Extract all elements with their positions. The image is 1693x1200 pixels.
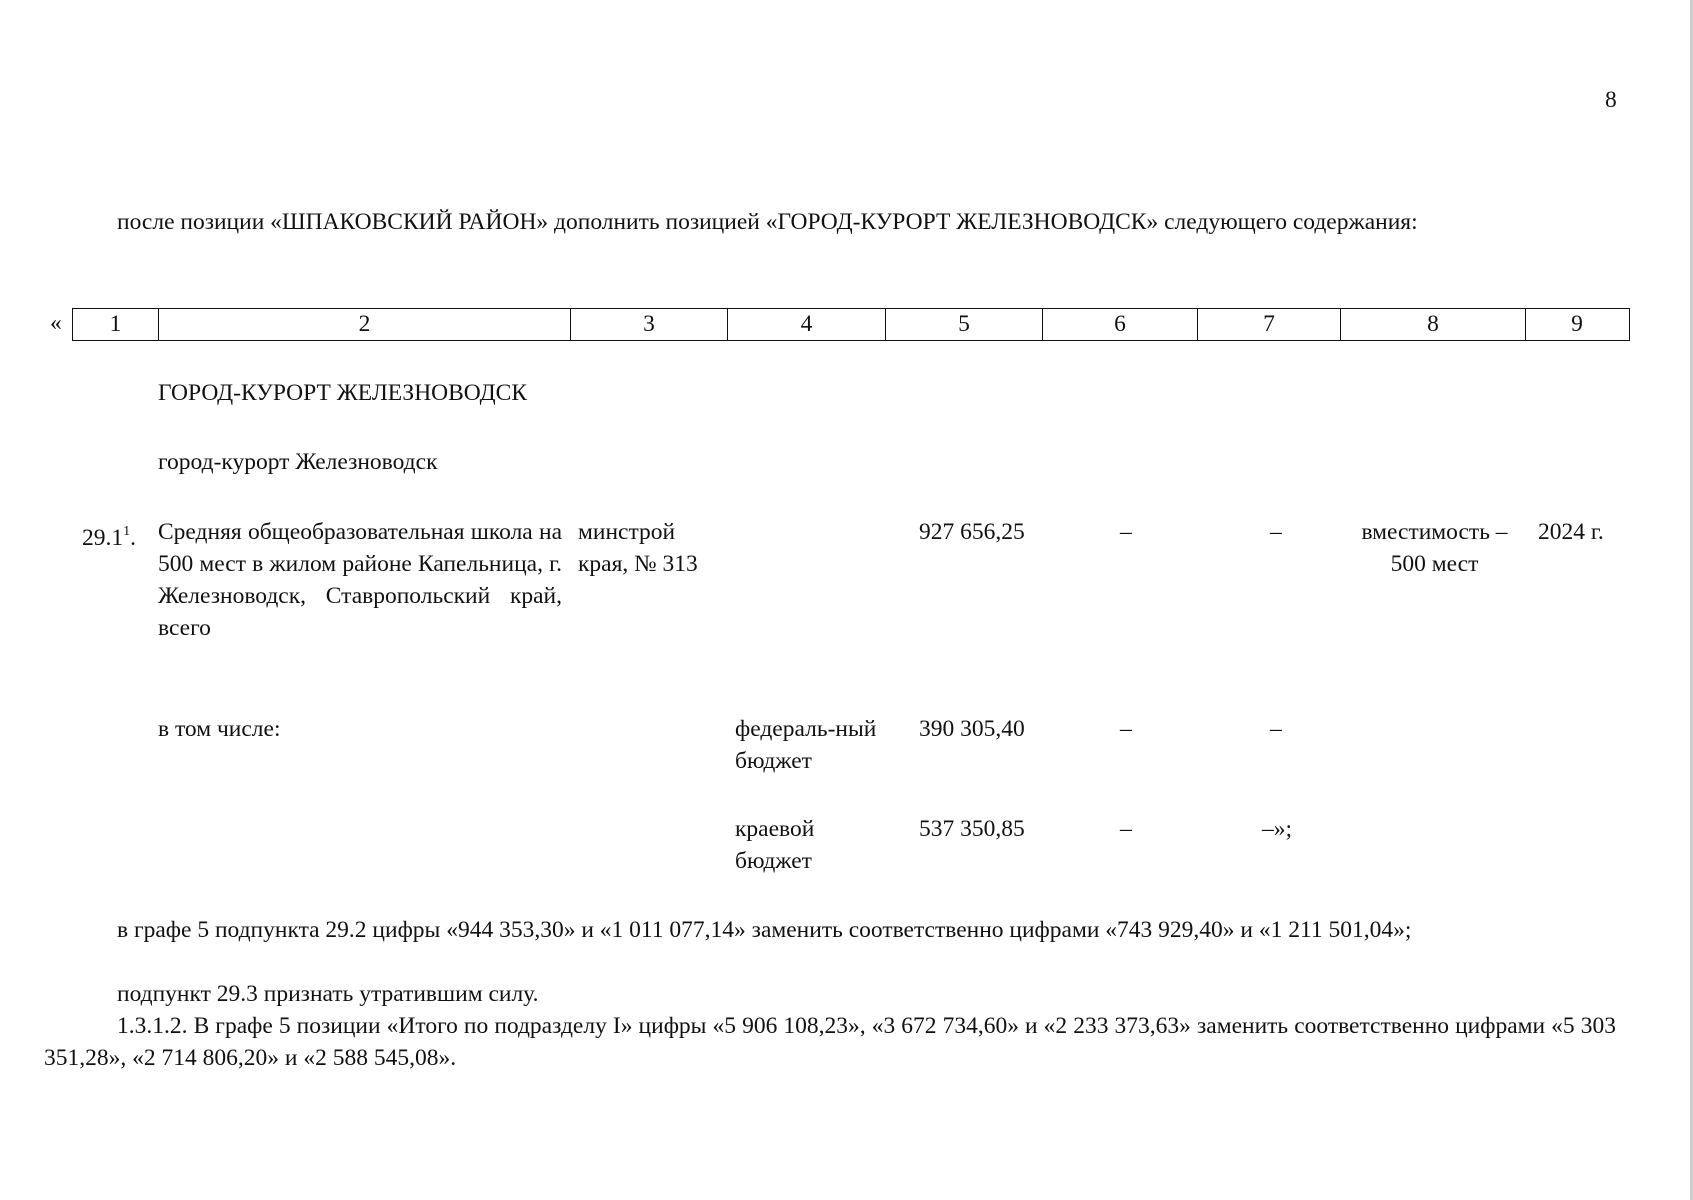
source-2-amount: 537 350,85 [919,816,1025,842]
item-number: 29.1$^1$. [82,524,136,551]
paragraph-3: 1.3.1.2. В графе 5 позиции «Итого по подразделу I» цифры «5 906 108,23», «3 672 734,60» и «2 233 373,63» заменить соответственно цифрами «5 303 351,28», «2 714 806,20» и «2 588 545,08». [44,1013,1616,1071]
source-1-amount: 390 305,40 [919,716,1025,742]
section-title: ГОРОД-КУРОРТ ЖЕЛЕЗНОВОДСК [158,380,527,406]
item-col7: – [1270,519,1282,545]
intro-paragraph [44,206,1616,238]
source-2-col6: – [1120,816,1132,842]
source-2-name: краевой бюджет [735,816,815,874]
paragraph-2: подпункт 29.3 признать утратившим силу. [117,981,539,1007]
item-amount: 927 656,25 [919,519,1025,545]
item-capacity: вместимость – 500 мест [1361,519,1508,577]
source-2-col7: –»; [1262,816,1293,842]
header-col-5: 5 [886,309,1043,340]
page-number: 8 [1605,87,1617,113]
item-basis: минстрой края, № 313 [578,519,698,577]
table-open-quote: « [50,310,62,336]
header-col-1: 1 [73,309,159,340]
intro-text: после позиции «ШПАКОВСКИЙ РАЙОН» дополнить позицией «ГОРОД-КУРОРТ ЖЕЛЕЗНОВОДСК» следующего содержания: [117,209,1418,235]
header-col-8: 8 [1341,309,1526,340]
source-1-col7: – [1270,716,1282,742]
header-col-6: 6 [1043,309,1198,340]
source-1-col6: – [1120,716,1132,742]
including-label: в том числе: [158,716,281,742]
subsection-title: город-курорт Железноводск [158,449,438,475]
header-col-3: 3 [571,309,728,340]
header-col-7: 7 [1198,309,1341,340]
header-col-9: 9 [1571,311,1583,337]
source-1-name: федераль-ный бюджет [735,716,877,774]
item-year: 2024 г. [1538,519,1604,545]
paragraph-1: в графе 5 подпункта 29.2 цифры «944 353,30» и «1 011 077,14» заменить соответственно цифрами «743 929,40» и «1 211 501,04»; [117,917,1412,943]
table-header-row [72,308,1630,341]
item-name: Средняя общеобразовательная школа на 500 мест в жилом районе Капельница, г. Железноводск, Ставропольский край, всего [158,519,562,641]
header-col-2: 2 [159,309,571,340]
item-col6: – [1120,519,1132,545]
header-col-4: 4 [728,309,886,340]
